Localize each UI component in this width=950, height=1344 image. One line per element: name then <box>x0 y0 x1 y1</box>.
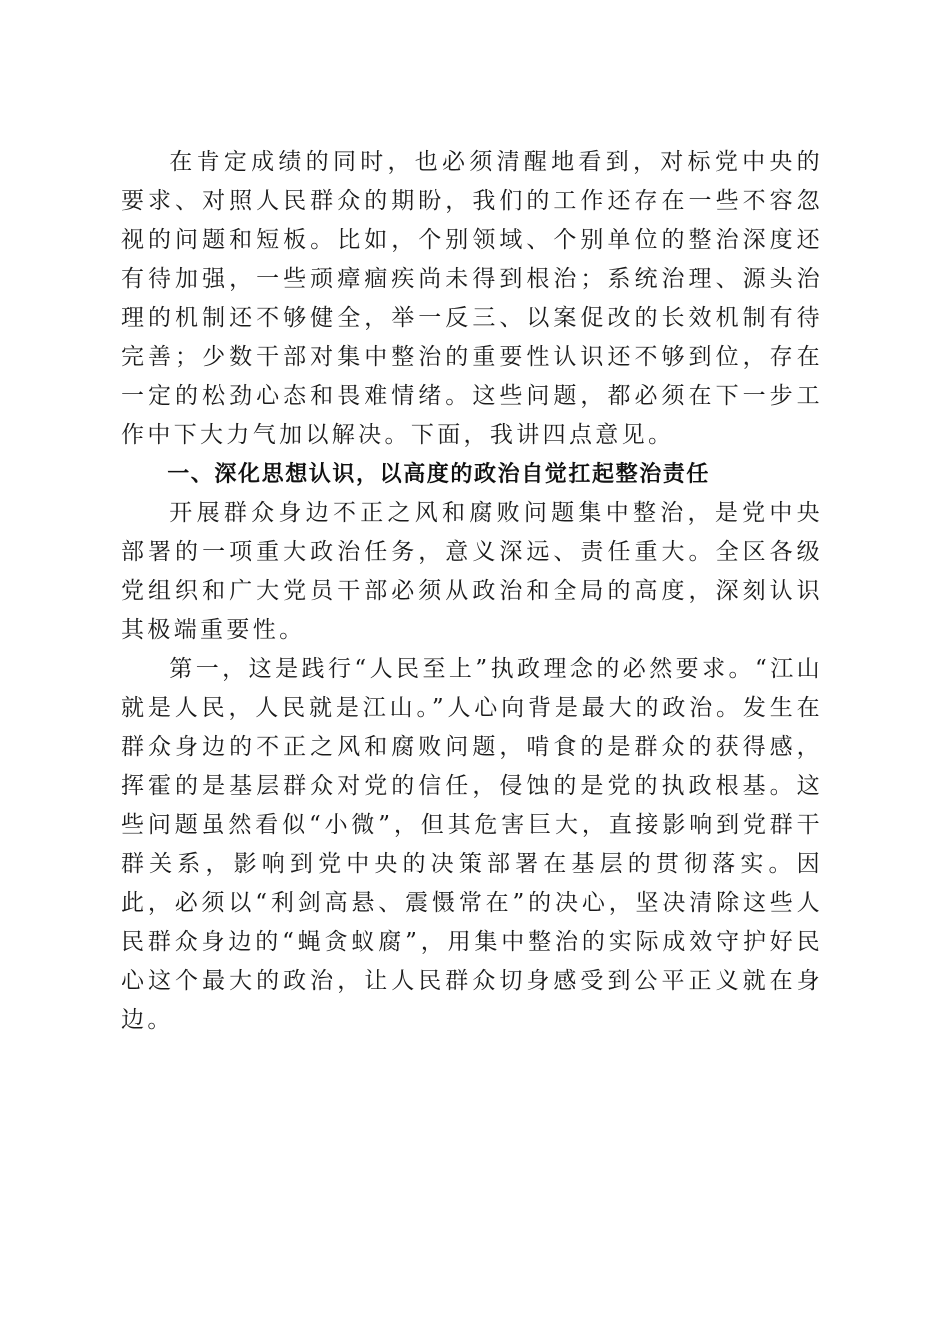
paragraph-importance: 开展群众身边不正之风和腐败问题集中整治，是党中央部署的一项重大政治任务，意义深远、责任重大。全区各级党组织和广大党员干部必须从政治和全局的高度，深刻认识其极端重要性。 <box>121 500 823 643</box>
section-heading-1: 一、深化思想认识，以高度的政治自觉扛起整治责任 <box>167 462 710 487</box>
document-body <box>121 143 823 1040</box>
paragraph-problems: 在肯定成绩的同时，也必须清醒地看到，对标党中央的要求、对照人民群众的期盼，我们的工作还存在一些不容忽视的问题和短板。比如，个别领域、个别单位的整治深度还有待加强，一些顽瘴痼疾尚未得到根治；系统治理、源头治理的机制还不够健全，举一反三、以案促改的长效机制有待完善；少数干部对集中整治的重要性认识还不够到位，存在一定的松劲心态和畏难情绪。这些问题，都必须在下一步工作中下大力气加以解决。下面，我讲四点意见。 <box>121 149 823 448</box>
paragraph-first-point: 第一，这是践行“人民至上”执政理念的必然要求。“江山就是人民，人民就是江山。”人心向背是最大的政治。发生在群众身边的不正之风和腐败问题，啃食的是群众的获得感，挥霍的是基层群众对党的信任，侵蚀的是党的执政根基。这些问题虽然看似“小微”，但其危害巨大，直接影响到党群干群关系，影响到党中央的决策部署在基层的贯彻落实。因此，必须以“利剑高悬、震慑常在”的决心，坚决清除这些人民群众身边的“蝇贪蚁腐”，用集中整治的实际成效守护好民心这个最大的政治，让人民群众切身感受到公平正义就在身边。 <box>121 656 823 1033</box>
